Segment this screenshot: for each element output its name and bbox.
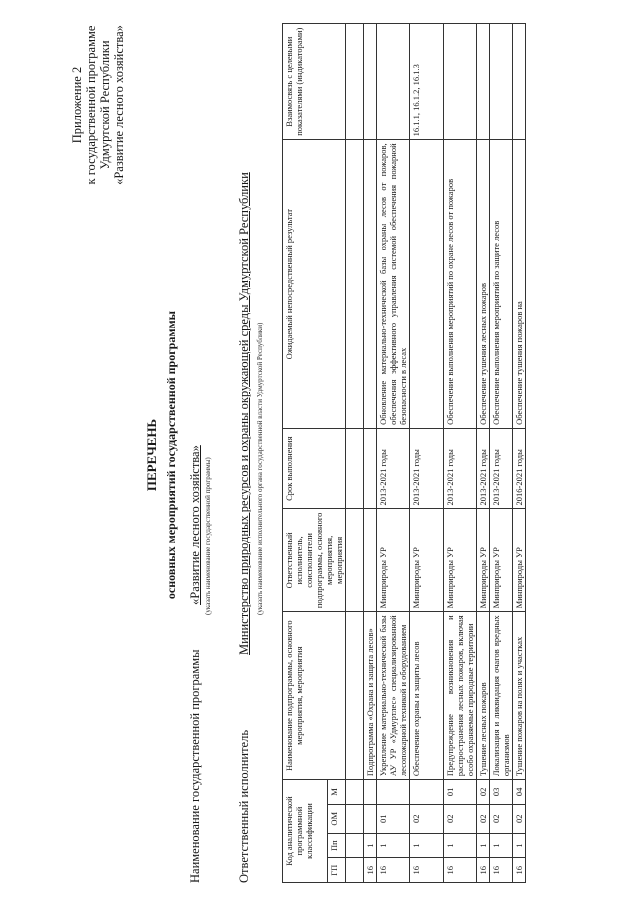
cell-responsible: Минприроды УР <box>377 509 410 612</box>
cell-responsible: Минприроды УР <box>444 509 477 612</box>
cell-result <box>346 140 364 429</box>
cell-pp: 1 <box>364 833 377 858</box>
executor-label: Ответственный исполнитель <box>237 729 251 883</box>
cell-term: 2013-2021 годы <box>377 428 410 509</box>
cell-result: Обеспечение тушения пожаров на <box>513 140 526 429</box>
cell-link: 16.1.1, 16.1.2, 16.1.3 <box>410 24 444 140</box>
program-hint: (указать наименование государственной программы) <box>204 457 212 615</box>
cell-link <box>377 24 410 140</box>
cell-pp: 1 <box>377 833 410 858</box>
cell-responsible <box>364 509 377 612</box>
cell-term: 2013-2021 годы <box>477 428 490 509</box>
cell-om <box>346 804 364 833</box>
cell-name <box>346 612 364 780</box>
appendix-block <box>70 20 126 190</box>
cell-m: 04 <box>513 780 526 805</box>
cell-om <box>364 804 377 833</box>
executor-value: Министерство природных ресурсов и охраны окружающей среды Удмуртской Республики <box>237 172 251 655</box>
cell-responsible: Минприроды УР <box>490 509 513 612</box>
cell-pp: 1 <box>477 833 490 858</box>
appendix-line-3: Удмуртской Республики <box>98 40 112 170</box>
cell-link <box>477 24 490 140</box>
cell-name: Тушение пожаров на полях и участках <box>513 612 526 780</box>
cell-om: 02 <box>477 804 490 833</box>
cell-name: Обеспечение охраны и защиты лесов <box>410 612 444 780</box>
cell-m <box>364 780 377 805</box>
cell-link <box>364 24 377 140</box>
header-gp: ГП <box>328 858 346 883</box>
table-row <box>346 24 364 883</box>
program-label: Наименование государственной программы <box>188 649 202 883</box>
cell-responsible: Минприроды УР <box>513 509 526 612</box>
cell-gp: 16 <box>410 858 444 883</box>
cell-gp: 16 <box>490 858 513 883</box>
cell-term: 2013-2021 годы <box>444 428 477 509</box>
cell-responsible: Минприроды УР <box>477 509 490 612</box>
cell-term <box>364 428 377 509</box>
table-row <box>490 24 513 883</box>
measures-table <box>282 23 526 883</box>
header-result: Ожидаемый непосредственный результат <box>283 140 346 429</box>
appendix-line-1: Приложение 2 <box>70 66 84 144</box>
header-om: ОМ <box>328 804 346 833</box>
cell-result: Обновление материально-технической базы охраны лесов от пожаров, обеспечения эффективного управления системой обеспечения пожарной безопасности в лесах <box>377 140 410 429</box>
cell-om: 02 <box>410 804 444 833</box>
cell-link <box>490 24 513 140</box>
cell-om: 02 <box>444 804 477 833</box>
cell-name: Подпрограмма «Охрана и защита лесов» <box>364 612 377 780</box>
cell-m <box>410 780 444 805</box>
document-subtitle: основных мероприятий государственной программы <box>164 310 178 600</box>
table-row <box>364 24 377 883</box>
header-link: Взаимосвязь с целевыми показателями (индикаторами) <box>283 24 346 140</box>
cell-gp: 16 <box>444 858 477 883</box>
cell-link <box>513 24 526 140</box>
cell-gp: 16 <box>477 858 490 883</box>
table-row <box>444 24 477 883</box>
cell-link <box>444 24 477 140</box>
cell-m: 02 <box>477 780 490 805</box>
cell-term: 2013-2021 годы <box>410 428 444 509</box>
cell-m <box>346 780 364 805</box>
table-row <box>410 24 444 883</box>
header-name: Наименование подпрограммы, основного мероприятия, мероприятия <box>283 612 346 780</box>
table-row <box>377 24 410 883</box>
cell-pp: 1 <box>444 833 477 858</box>
header-responsible: Ответственный исполнитель, соисполнители подпрограммы, основного мероприятия, мероприятия <box>283 509 346 612</box>
cell-result: Обеспечение тушения лесных пожаров <box>477 140 490 429</box>
cell-om: 01 <box>377 804 410 833</box>
cell-responsible <box>346 509 364 612</box>
cell-name: Предупреждение возникновения и распространения лесных пожаров, включая особо охраняемые природные территории <box>444 612 477 780</box>
cell-om: 02 <box>490 804 513 833</box>
table-row <box>477 24 490 883</box>
cell-m <box>377 780 410 805</box>
executor-hint: (указать наименование исполнительного органа государственной власти Удмуртской Республики) <box>256 322 264 615</box>
cell-name: Тушение лесных пожаров <box>477 612 490 780</box>
cell-pp: 1 <box>490 833 513 858</box>
cell-result <box>364 140 377 429</box>
header-code: Код аналитической программной классификации <box>283 780 328 883</box>
cell-term <box>346 428 364 509</box>
cell-m: 01 <box>444 780 477 805</box>
table-row <box>513 24 526 883</box>
cell-result: Обеспечение выполнения мероприятий по защите лесов <box>490 140 513 429</box>
cell-gp: 16 <box>364 858 377 883</box>
appendix-line-2: к государственной программе <box>84 25 98 185</box>
cell-name: Локализация и ликвидация очагов вредных организмов <box>490 612 513 780</box>
cell-pp <box>346 833 364 858</box>
cell-gp <box>346 858 364 883</box>
header-pp: Пп <box>328 833 346 858</box>
cell-result <box>410 140 444 429</box>
cell-pp: 1 <box>513 833 526 858</box>
cell-name: Укрепление материально-технической базы АУ УР «Удмуртлес» специализированной лесопожарной техникой и оборудованием <box>377 612 410 780</box>
cell-om: 02 <box>513 804 526 833</box>
program-value: «Развитие лесного хозяйства» <box>188 445 202 605</box>
cell-responsible: Минприроды УР <box>410 509 444 612</box>
cell-gp: 16 <box>513 858 526 883</box>
cell-result: Обеспечение выполнения мероприятий по охране лесов от пожаров <box>444 140 477 429</box>
cell-gp: 16 <box>377 858 410 883</box>
cell-term: 2016-2021 годы <box>513 428 526 509</box>
header-m: М <box>328 780 346 805</box>
appendix-line-4: «Развитие лесного хозяйства» <box>112 25 126 185</box>
header-term: Срок выполнения <box>283 428 346 509</box>
document-title: ПЕРЕЧЕНЬ <box>144 418 159 492</box>
cell-m: 03 <box>490 780 513 805</box>
cell-term: 2013-2021 годы <box>490 428 513 509</box>
cell-pp: 1 <box>410 833 444 858</box>
cell-link <box>346 24 364 140</box>
